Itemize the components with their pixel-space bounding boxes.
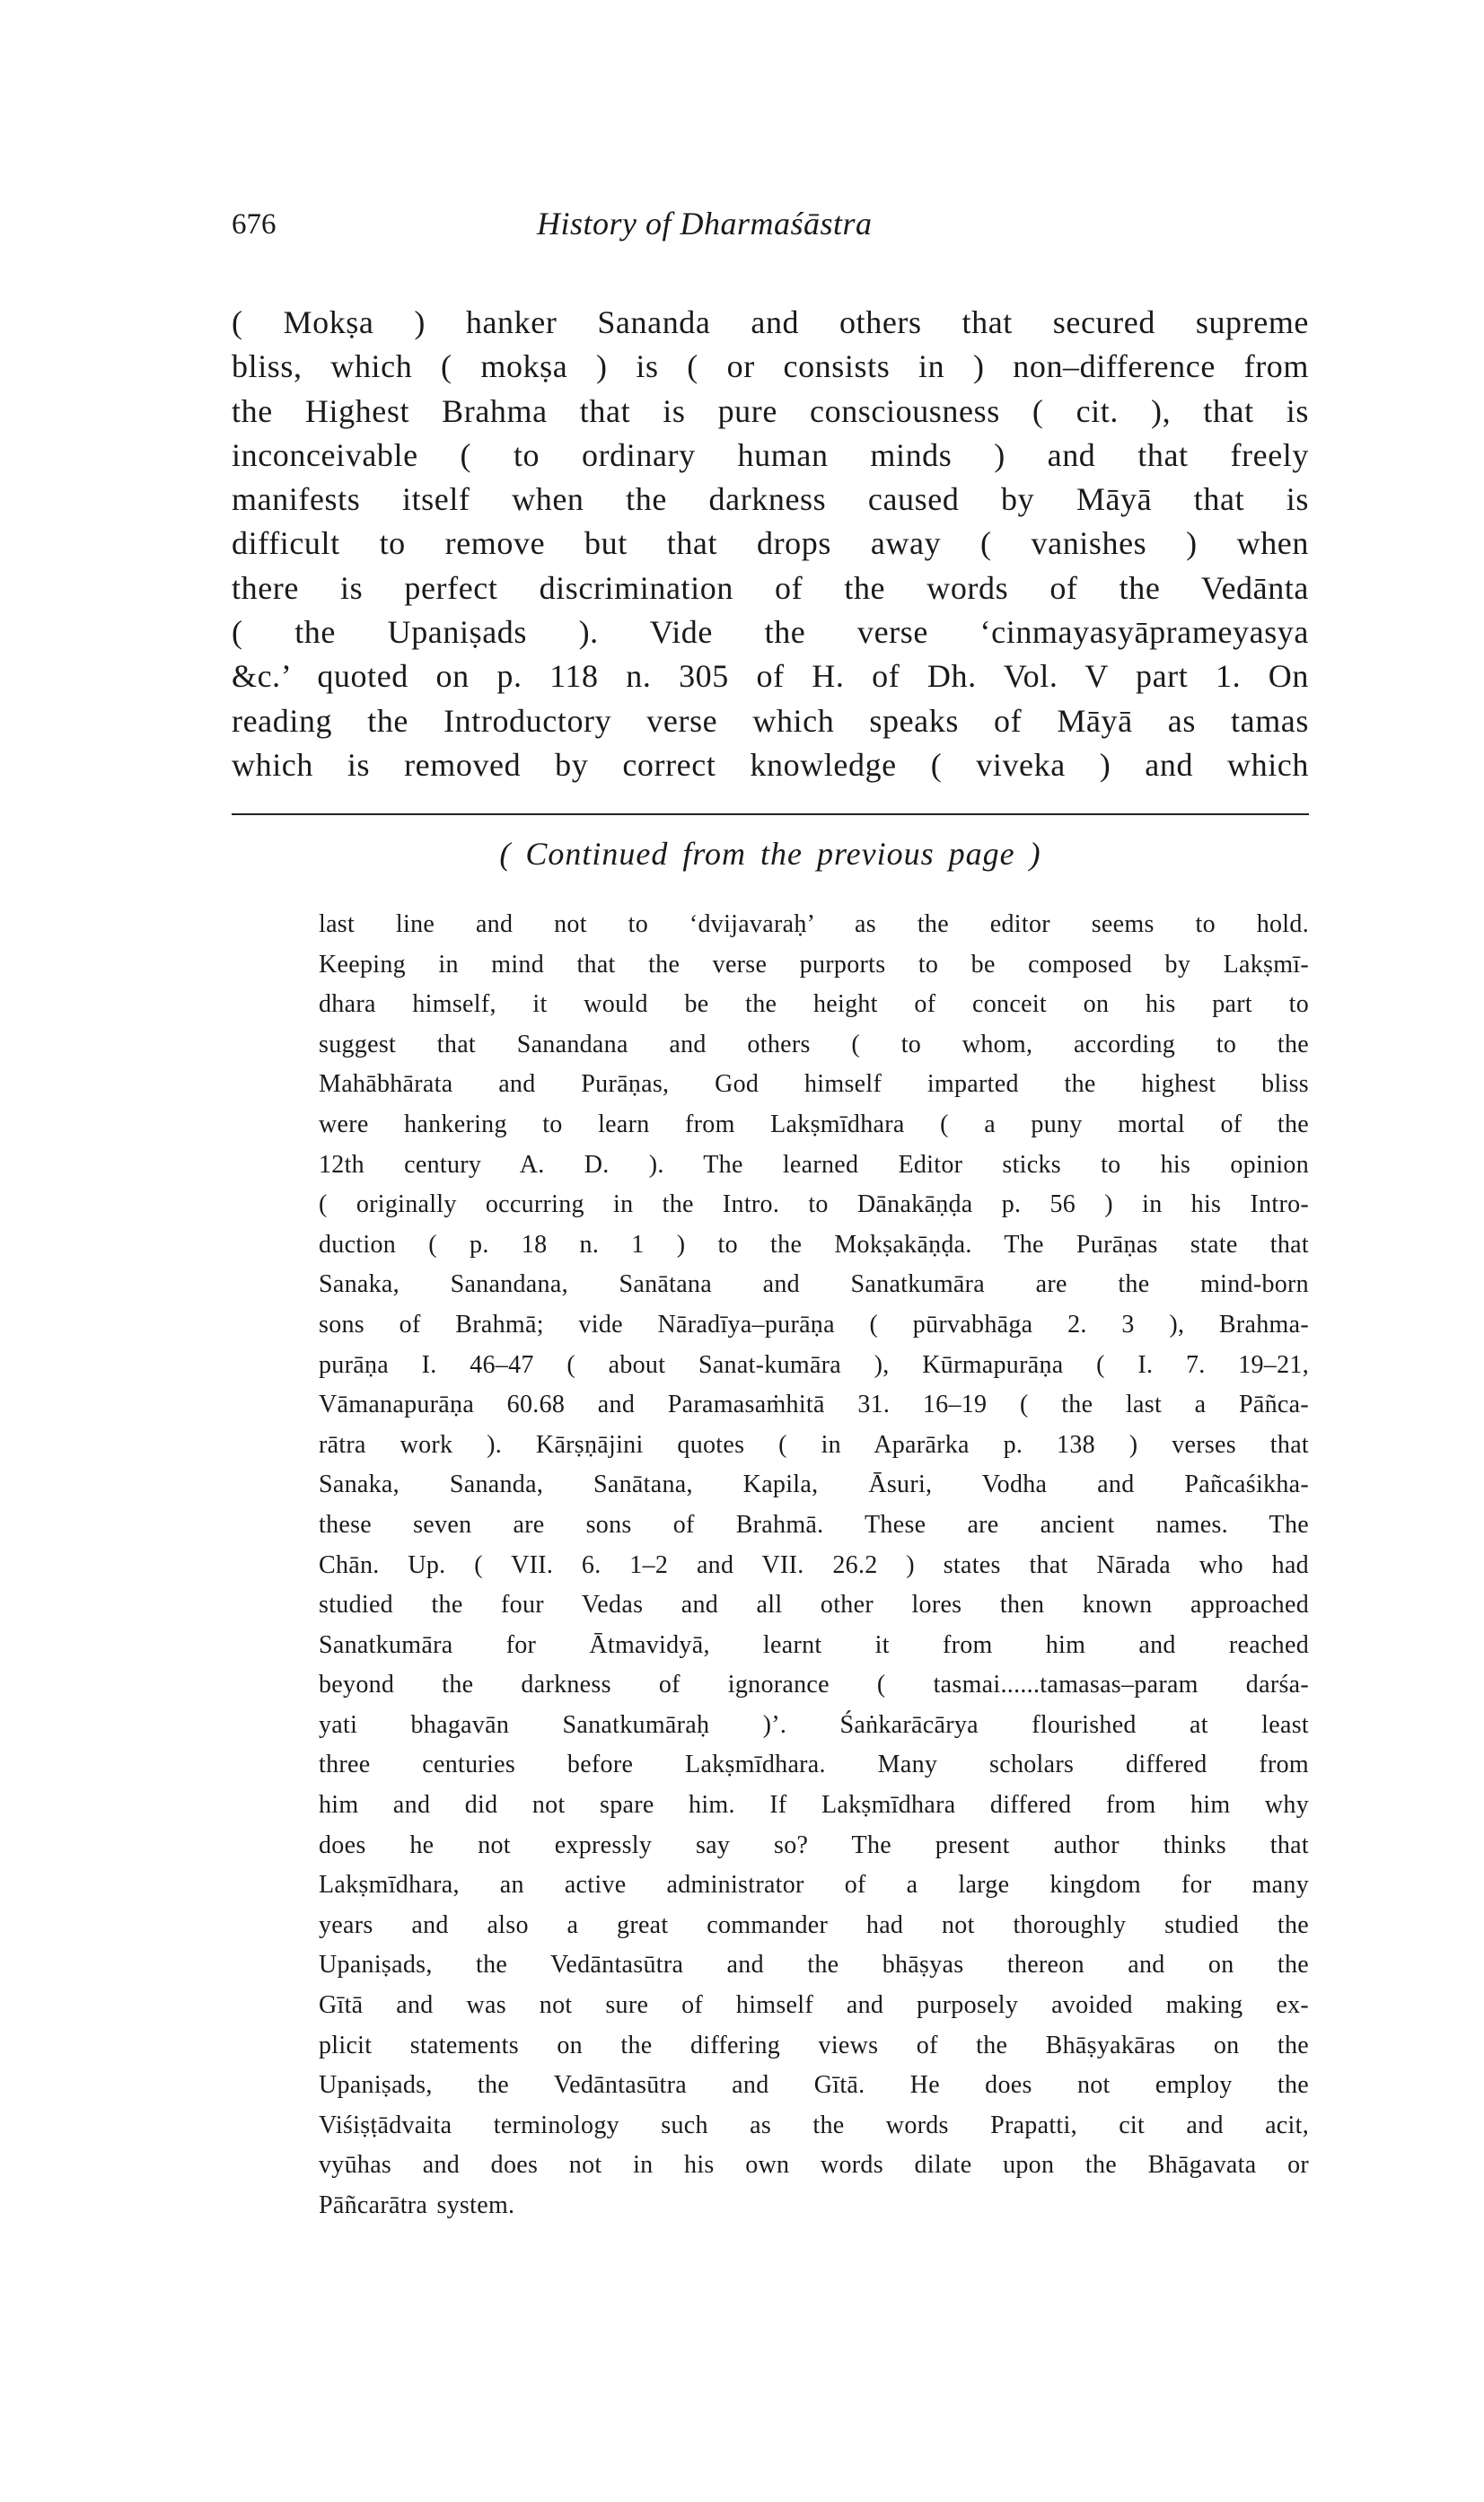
- footnote-line: years and also a great commander had not thoroughly studied the: [319, 1910, 1309, 1939]
- footnote-line: Lakṣmīdhara, an active administrator of a large kingdom for many: [319, 1871, 1309, 1900]
- footnote-line: duction ( p. 18 n. 1 ) to the Mokṣakāṇḍa. The Purāṇas state that: [319, 1230, 1309, 1259]
- main-text-line: inconceivable ( to ordinary human minds ) and that freely: [232, 436, 1309, 473]
- footnote-line: plicit statements on the differing views of the Bhāṣyakāras on the: [319, 2031, 1309, 2059]
- footnote-line: Upaniṣads, the Vedāntasūtra and the bhāṣyas thereon and on the: [319, 1951, 1309, 1980]
- footnote-line: last line and not to ‘dvijavaraḥ’ as the editor seems to hold.: [319, 910, 1309, 938]
- footnote-line: Keeping in mind that the verse purports to be composed by Lakṣmī-: [319, 950, 1309, 979]
- footnote-line: Pāñcarātra system.: [319, 2191, 515, 2219]
- footnote-line: Sanatkumāra for Ātmavidyā, learnt it from him and reached: [319, 1630, 1309, 1659]
- main-text-line: manifests itself when the darkness caused by Māyā that is: [232, 481, 1309, 518]
- footnote-line: Gītā and was not sure of himself and purposely avoided making ex-: [319, 1991, 1309, 2020]
- footnote-divider: [232, 813, 1309, 815]
- footnote-line: rātra work ). Kārṣṇājini quotes ( in Aparārka p. 138 ) verses that: [319, 1430, 1309, 1459]
- main-text-line: &c.’ quoted on p. 118 n. 305 of H. of Dh. Vol. V part 1. On: [232, 658, 1309, 695]
- page-number: 676: [232, 208, 277, 241]
- footnote-line: Sanaka, Sananda, Sanātana, Kapila, Āsuri, Vodha and Pañcaśikha-: [319, 1470, 1309, 1499]
- footnote-line: beyond the darkness of ignorance ( tasmai......tamasas–param darśa-: [319, 1671, 1309, 1699]
- footnote-line: studied the four Vedas and all other lores then known approached: [319, 1591, 1309, 1620]
- main-text-line: there is perfect discrimination of the words of the Vedānta: [232, 569, 1309, 606]
- footnote-block: [319, 905, 1309, 2226]
- footnote-line: were hankering to learn from Lakṣmīdhara ( a puny mortal of the: [319, 1110, 1309, 1138]
- footnote-line: him and did not spare him. If Lakṣmīdhara differed from him why: [319, 1791, 1309, 1820]
- footnote-line: Viśiṣṭādvaita terminology such as the words Prapatti, cit and acit,: [319, 2111, 1309, 2139]
- main-text-line: which is removed by correct knowledge ( viveka ) and which: [232, 746, 1309, 783]
- footnote-line: 12th century A. D. ). The learned Editor sticks to his opinion: [319, 1150, 1309, 1179]
- footnote-line: purāṇa I. 46–47 ( about Sanat-kumāra ), Kūrmapurāṇa ( I. 7. 19–21,: [319, 1350, 1309, 1379]
- continued-label: ( Continued from the previous page ): [499, 836, 1041, 872]
- main-text-block: [232, 301, 1309, 787]
- footnote-line: three centuries before Lakṣmīdhara. Many scholars differed from: [319, 1751, 1309, 1779]
- footnote-line: ( originally occurring in the Intro. to Dānakāṇḍa p. 56 ) in his Intro-: [319, 1190, 1309, 1219]
- main-text-line: reading the Introductory verse which speaks of Māyā as tamas: [232, 702, 1309, 739]
- main-text-line: ( Mokṣa ) hanker Sananda and others that secured supreme: [232, 304, 1309, 340]
- footnote-line: vyūhas and does not in his own words dilate upon the Bhāgavata or: [319, 2151, 1309, 2180]
- footnote-line: dhara himself, it would be the height of conceit on his part to: [319, 990, 1309, 1019]
- footnote-line: suggest that Sanandana and others ( to whom, according to the: [319, 1030, 1309, 1058]
- main-text-line: the Highest Brahma that is pure consciousness ( cit. ), that is: [232, 392, 1309, 429]
- footnote-line: Mahābhārata and Purāṇas, God himself imparted the highest bliss: [319, 1070, 1309, 1099]
- footnote-line: sons of Brahmā; vide Nāradīya–purāṇa ( pūrvabhāga 2. 3 ), Brahma-: [319, 1310, 1309, 1339]
- running-title: History of Dharmaśāstra: [537, 206, 873, 241]
- footnote-line: Vāmanapurāṇa 60.68 and Paramasaṁhitā 31. 16–19 ( the last a Pāñca-: [319, 1391, 1309, 1419]
- main-text-line: difficult to remove but that drops away ( vanishes ) when: [232, 525, 1309, 562]
- main-text-line: bliss, which ( mokṣa ) is ( or consists in ) non–difference from: [232, 348, 1309, 385]
- footnote-line: Upaniṣads, the Vedāntasūtra and Gītā. He does not employ the: [319, 2071, 1309, 2100]
- footnote-line: yati bhagavān Sanatkumāraḥ )’. Śaṅkarācārya flourished at least: [319, 1710, 1309, 1739]
- main-text-line: ( the Upaniṣads ). Vide the verse ‘cinmayasyāprameyasya: [232, 614, 1309, 651]
- footnote-line: Sanaka, Sanandana, Sanātana and Sanatkumāra are the mind-born: [319, 1270, 1309, 1299]
- running-header: [232, 205, 1309, 259]
- footnote-line: Chān. Up. ( VII. 6. 1–2 and VII. 26.2 ) states that Nārada who had: [319, 1550, 1309, 1579]
- footnote-line: does he not expressly say so? The present author thinks that: [319, 1830, 1309, 1859]
- footnote-line: these seven are sons of Brahmā. These are ancient names. The: [319, 1510, 1309, 1539]
